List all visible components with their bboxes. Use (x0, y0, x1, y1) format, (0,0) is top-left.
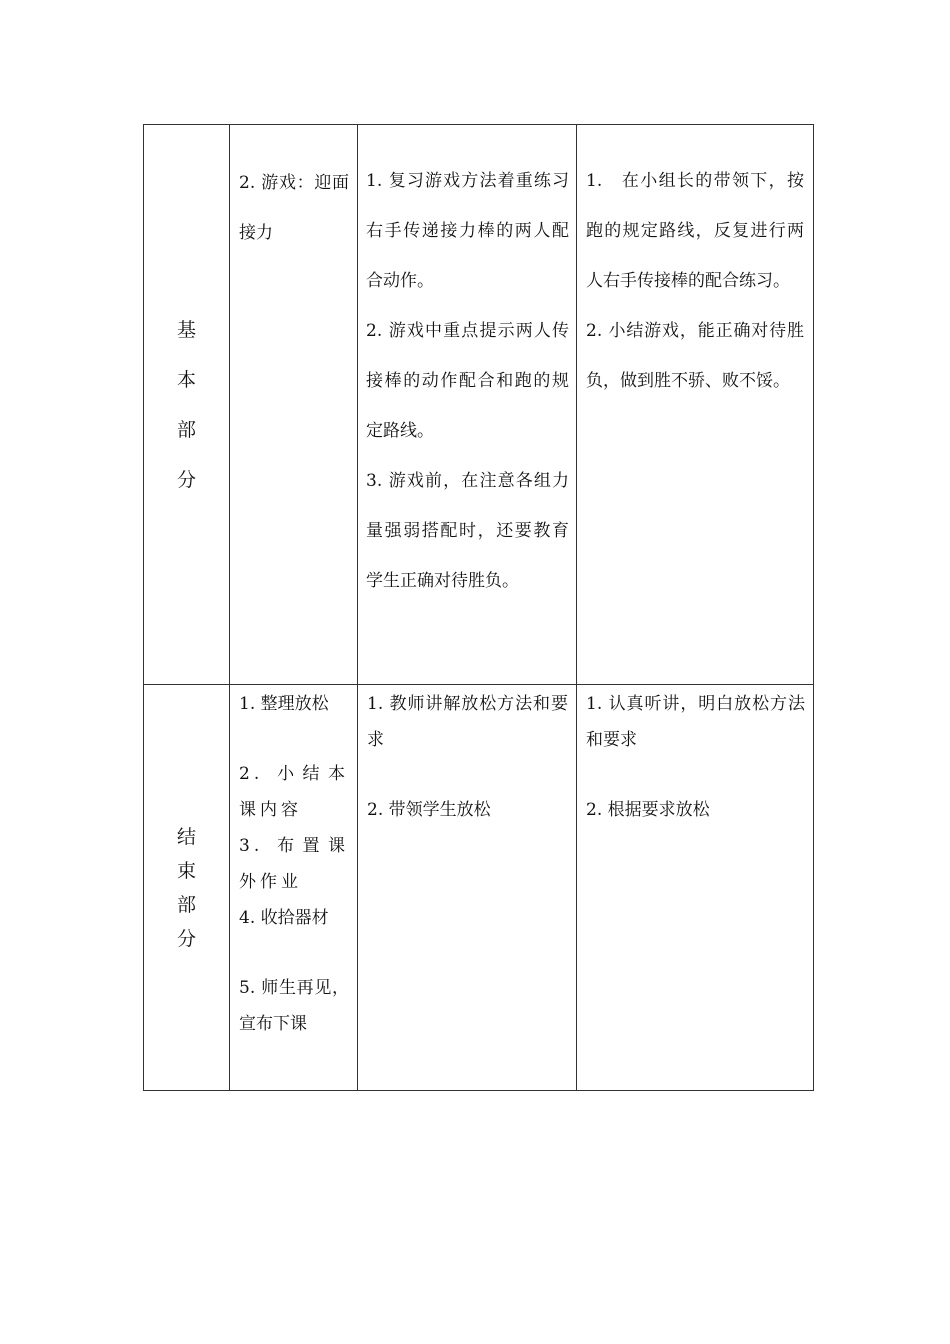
end-teacher-item-2: 2. 带领学生放松 (367, 800, 491, 820)
section-label-char: 本 (176, 368, 196, 391)
end-teacher-item-1: 1. 教师讲解放松方法和要求 (367, 694, 568, 750)
basic-teacher-item-3: 3. 游戏前，在注意各组力量强弱搭配时，还要教育学生正确对待胜负。 (366, 471, 569, 591)
end-content-cell (230, 685, 358, 1091)
basic-teacher-cell (358, 125, 577, 685)
table-row-end-section (144, 685, 814, 1091)
end-content-item-3: 3. 布置课外作业 (239, 836, 349, 892)
section-label-char: 束 (176, 859, 196, 882)
end-student-cell (577, 685, 814, 1091)
basic-student-item-2: 2. 小结游戏，能正确对待胜负，做到胜不骄、败不馁。 (586, 321, 804, 391)
end-student-item-1: 1. 认真听讲，明白放松方法和要求 (586, 694, 805, 750)
basic-student-item-1: 1. 在小组长的带领下，按跑的规定路线，反复进行两人右手传接棒的配合练习。 (586, 171, 804, 291)
end-student-item-2: 2. 根据要求放松 (586, 800, 710, 820)
basic-student-cell (577, 125, 814, 685)
end-content-item-5: 5. 师生再见，宣布下课 (239, 978, 349, 1034)
basic-teacher-item-2: 2. 游戏中重点提示两人传接棒的动作配合和跑的规定路线。 (366, 321, 569, 441)
end-content-item-1: 1. 整理放松 (239, 694, 329, 714)
end-content-item-2: 2. 小结本课内容 (239, 764, 349, 820)
basic-content-cell (230, 125, 358, 685)
section-label-char: 基 (176, 318, 196, 341)
end-teacher-cell (358, 685, 577, 1091)
section-label-char: 分 (176, 927, 196, 950)
section-label-basic (144, 125, 230, 685)
basic-teacher-item-1: 1. 复习游戏方法着重练习右手传递接力棒的两人配合动作。 (366, 171, 569, 291)
section-label-char: 结 (176, 825, 196, 848)
section-label-char: 分 (176, 468, 196, 491)
section-label-char: 部 (176, 418, 196, 441)
table-row-basic-section (144, 125, 814, 685)
section-label-end (144, 685, 230, 1091)
basic-content-text: 2. 游戏：迎面接力 (239, 173, 349, 243)
section-label-char: 部 (176, 893, 196, 916)
lesson-plan-table (143, 124, 814, 1091)
end-content-item-4: 4. 收拾器材 (239, 908, 329, 928)
